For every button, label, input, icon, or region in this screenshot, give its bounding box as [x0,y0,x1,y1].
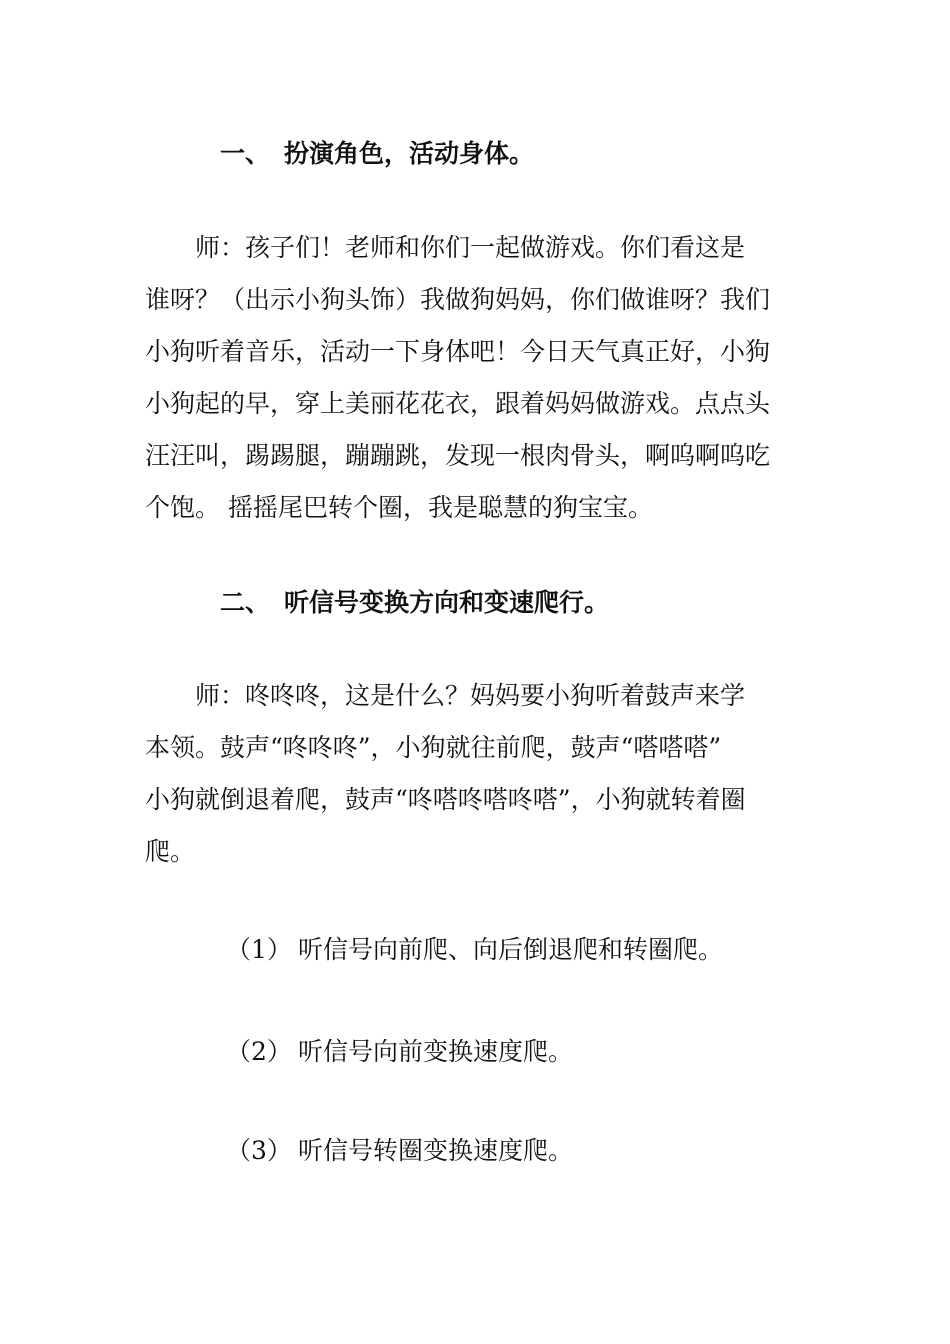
list-item [226,930,723,966]
section-number: 一、 [220,139,271,168]
paragraph-line: 个饱。 摇摇尾巴转个圈，我是聪慧的狗宝宝。 [145,493,653,522]
paragraph-line: 小狗就倒退着爬，鼓声“咚嗒咚嗒咚嗒”，小狗就转着圈 [145,785,746,814]
paragraph-line: 汪汪叫，踢踢腿，蹦蹦跳，发现一根肉骨头，啊呜啊呜吃 [145,441,771,470]
list-item [226,1032,573,1068]
section-number: 二、 [220,588,271,617]
list-item [226,1131,573,1167]
list-item-number: （2） [226,1037,292,1066]
section-title: 听信号变换方向和变速爬行。 [284,588,610,617]
paragraph-line: 爬。 [145,837,196,866]
list-item-number: （3） [226,1136,292,1165]
paragraph-line: 小狗起的早，穿上美丽花花衣，跟着妈妈做游戏。点点头 [145,389,771,418]
list-item-text: 听信号向前爬、向后倒退爬和转圈爬。 [298,935,724,964]
section-heading-2 [220,583,609,619]
paragraph-line: 师：孩子们！老师和你们一起做游戏。你们看这是 [145,233,746,262]
list-item-text: 听信号向前变换速度爬。 [298,1037,574,1066]
paragraph-line: 师：咚咚咚，这是什么？妈妈要小狗听着鼓声来学 [145,681,746,710]
list-item-text: 听信号转圈变换速度爬。 [298,1136,574,1165]
paragraph-line: 本领。鼓声“咚咚咚”，小狗就往前爬，鼓声“嗒嗒嗒” [145,733,722,762]
paragraph-1 [145,222,810,534]
section-heading-1 [220,134,534,170]
paragraph-line: 谁呀？（出示小狗头饰）我做狗妈妈，你们做谁呀？我们 [145,285,771,314]
paragraph-line: 小狗听着音乐，活动一下身体吧！今日天气真正好，小狗 [145,337,771,366]
list-item-number: （1） [226,935,292,964]
paragraph-2 [145,670,810,878]
section-title: 扮演角色，活动身体。 [284,139,535,168]
